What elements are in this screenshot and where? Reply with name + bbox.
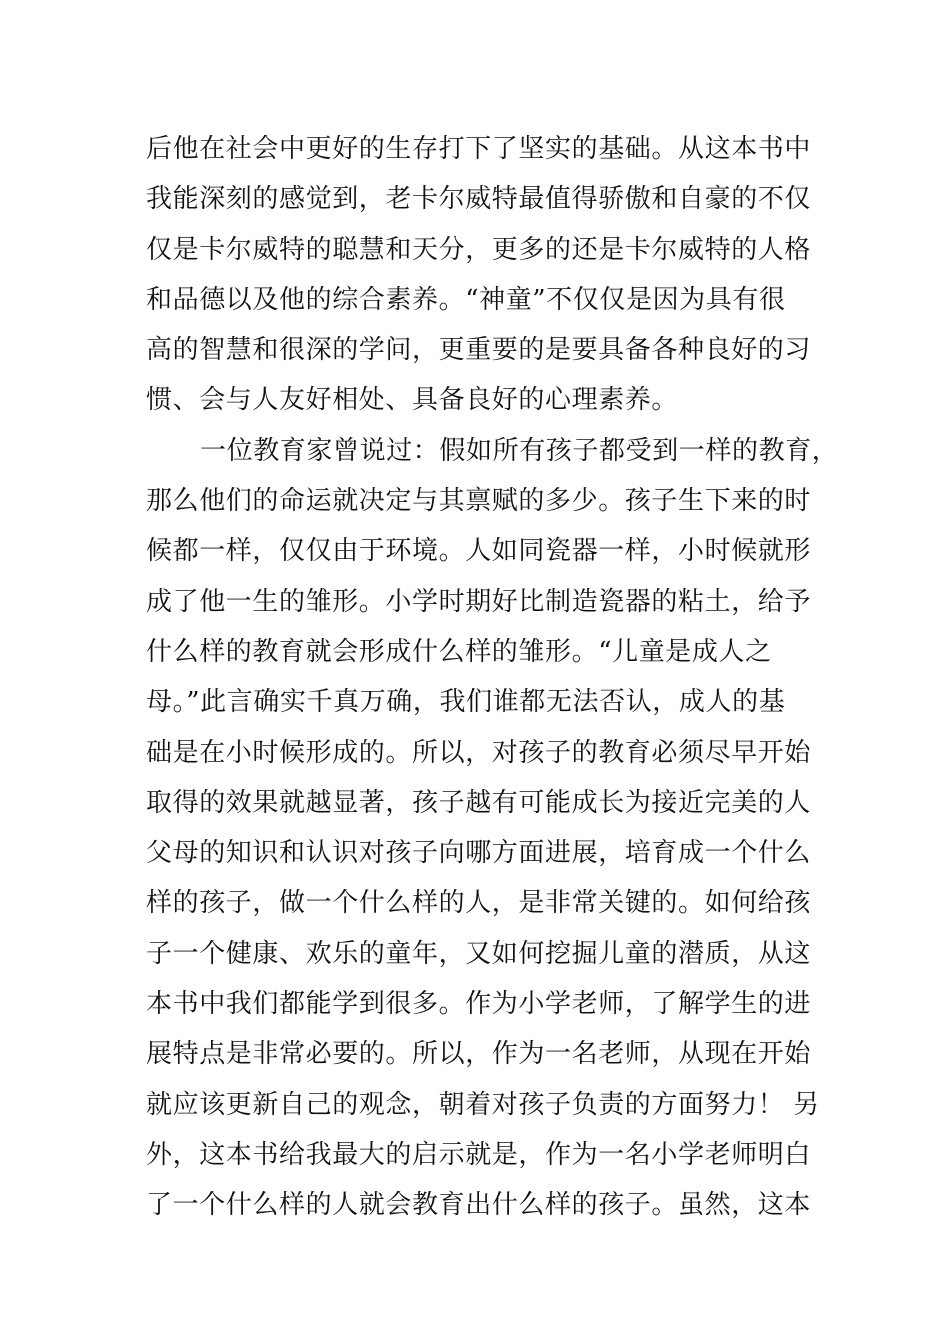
text-line: 样的孩子，做一个什么样的人，是非常关键的。如何给孩 [146, 888, 812, 919]
body-text [146, 124, 839, 1231]
paragraph-start-line: 一位教育家曾说过：假如所有孩子都受到一样的教育， [200, 435, 839, 466]
text-line: 就应该更新自己的观念，朝着对孩子负责的方面努力！ 另 [146, 1089, 820, 1120]
text-line: 高的智慧和很深的学问，更重要的是要具备各种良好的习 [146, 335, 812, 366]
text-line: 惯、会与人友好相处、具备良好的心理素养。 [146, 385, 679, 416]
text-line: 候都一样，仅仅由于环境。人如同瓷器一样，小时候就形 [146, 536, 812, 567]
text-line: 那么他们的命运就决定与其禀赋的多少。孩子生下来的时 [146, 486, 812, 517]
text-line: 和品德以及他的综合素养。“神童”不仅仅是因为具有很 [146, 284, 786, 315]
text-line: 后他在社会中更好的生存打下了坚实的基础。从这本书中 [146, 134, 812, 164]
text-line: 什么样的教育就会形成什么样的雏形。“儿童是成人之 [146, 636, 772, 667]
text-line: 仅是卡尔威特的聪慧和天分，更多的还是卡尔威特的人格 [146, 234, 812, 265]
text-line: 子一个健康、欢乐的童年，又如何挖掘儿童的潜质，从这 [146, 938, 812, 969]
text-line: 本书中我们都能学到很多。作为小学老师，了解学生的进 [146, 989, 812, 1020]
text-line: 础是在小时候形成的。所以，对孩子的教育必须尽早开始 [146, 737, 812, 768]
text-line: 了一个什么样的人就会教育出什么样的孩子。虽然，这本 [146, 1190, 812, 1221]
text-line: 母。”此言确实千真万确，我们谁都无法否认，成人的基 [146, 687, 786, 718]
text-line: 父母的知识和认识对孩子向哪方面进展，培育成一个什么 [146, 838, 812, 869]
text-line: 成了他一生的雏形。小学时期好比制造瓷器的粘土，给予 [146, 586, 812, 617]
text-line: 展特点是非常必要的。所以，作为一名老师，从现在开始 [146, 1039, 812, 1070]
text-line: 外，这本书给我最大的启示就是，作为一名小学老师明白 [146, 1139, 812, 1170]
text-line: 取得的效果就越显著，孩子越有可能成长为接近完美的人 [146, 787, 812, 818]
text-line: 我能深刻的感觉到，老卡尔威特最值得骄傲和自豪的不仅 [146, 184, 812, 215]
